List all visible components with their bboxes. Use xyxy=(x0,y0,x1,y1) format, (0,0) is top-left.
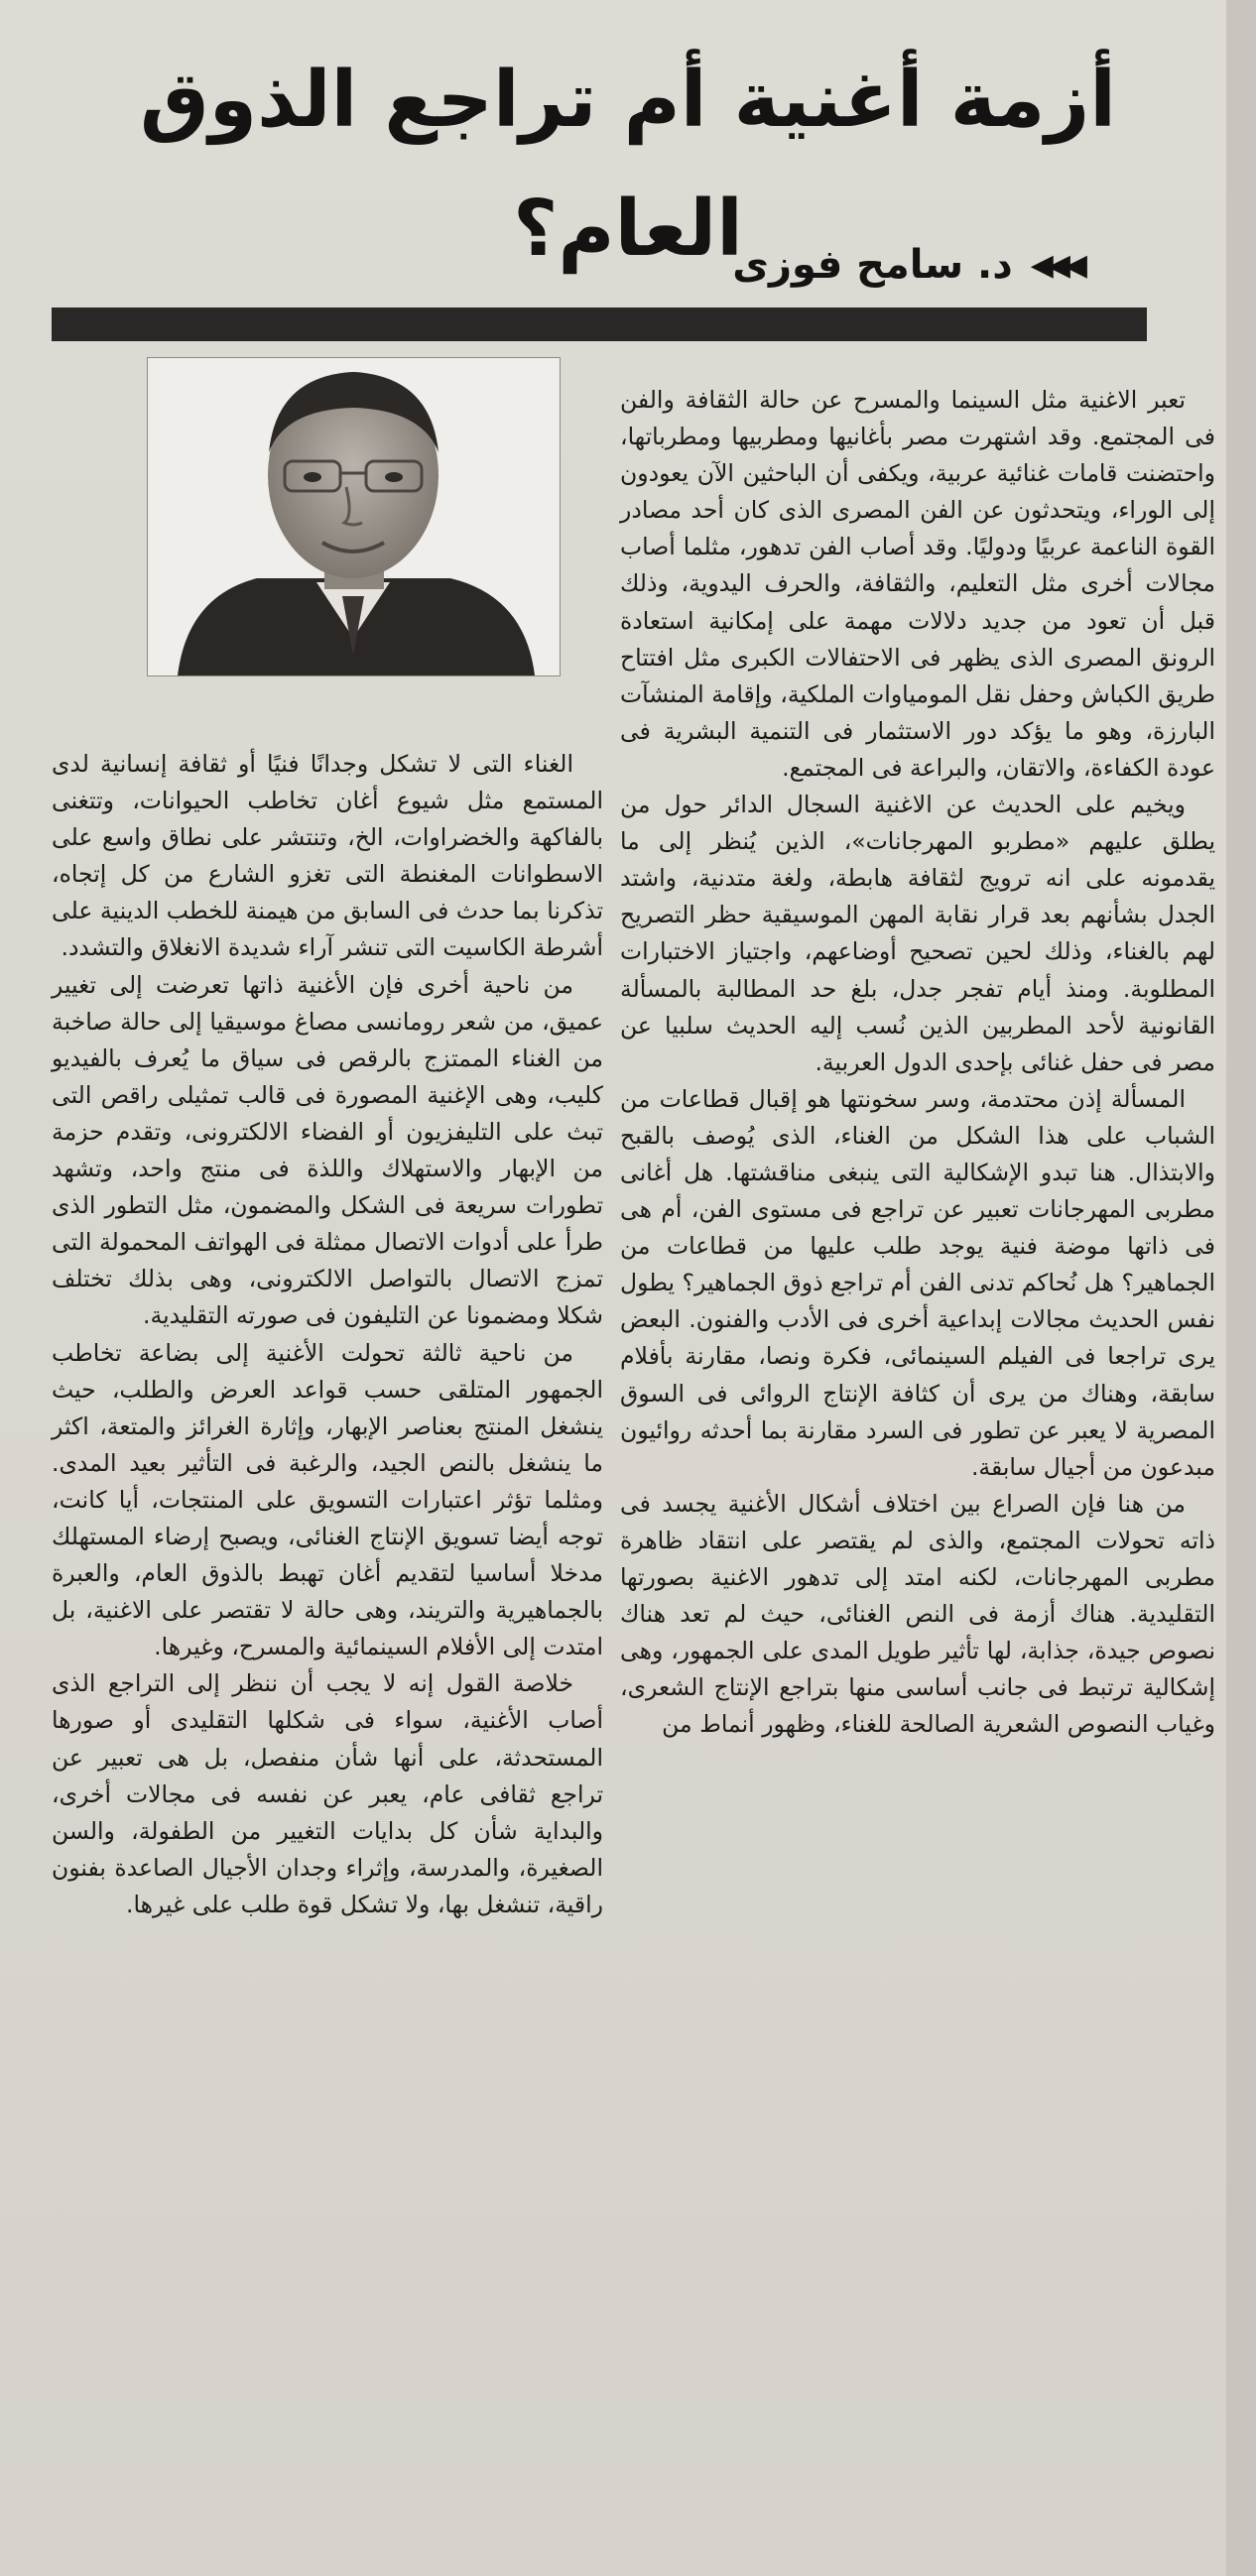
author-name: د. سامح فوزى xyxy=(732,242,1013,288)
paragraph: من هنا فإن الصراع بين اختلاف أشكال الأغنية يجسد فى ذاته تحولات المجتمع، والذى لم يقتصر على انتقاد ظاهرة مطربى المهرجانات، لكنه امتد إلى تدهور الاغنية بصورتها التقليدية. هناك أزمة فى النص الغنائى، حيث لم تعد هناك نصوص جيدة، جذابة، لها تأثير طويل المدى على الجمهور، وهى إشكالية ترتبط فى جانب أساسى منها بتراجع الإنتاج الشعرى، وغياب النصوص الشعرية الصالحة للغناء، وظهور أنماط من xyxy=(620,1489,1215,1739)
byline-rule xyxy=(52,307,1147,341)
paragraph: خلاصة القول إنه لا يجب أن ننظر إلى التراجع الذى أصاب الأغنية، سواء فى شكلها التقليدى أو صورها المستحدثة، على أنها شأن منفصل، بل هى تعبير عن تراجع ثقافى عام، يعبر عن نفسه فى مجالات أخرى، والبداية شأن كل بدايات التغيير من الطفولة، والسن الصغيرة، والمدرسة، وإثراء وجدان الأجيال الصاعدة بفنون راقية، تنشغل بها، ولا تشكل قوة طلب على غيرها. xyxy=(52,1669,603,1918)
paragraph: من ناحية أخرى فإن الأغنية ذاتها تعرضت إلى تغيير عميق، من شعر رومانسى مصاغ موسيقيا إلى حالة صاخبة من الغناء الممتزج بالرقص فى سياق ما يُعرف بالفيديو كليب، وهى الإغنية المصورة فى قالب تمثيلى راقص التى تبث على التليفزيون أو الفضاء الالكترونى، وتقدم حزمة من الإبهار والاستهلاك واللذة فى منتج واحد، وتشهد تطورات سريعة فى الشكل والمضمون، مثل التطور الذى طرأ على أدوات الاتصال ممثلة فى الهواتف المحمولة التى تمزج الاتصال بالتواصل الالكترونى، وهى بذلك تختلف شكلا ومضمونا عن التليفون فى صورته التقليدية. xyxy=(52,970,603,1330)
page-edge xyxy=(1226,0,1256,2576)
paragraph: تعبر الاغنية مثل السينما والمسرح عن حالة الثقافة والفن فى المجتمع. وقد اشتهرت مصر بأغانيها ومطربيها ومطرباتها، واحتضنت قامات غنائية عربية، ويكفى أن الباحثين الآن يعودون إلى الوراء، ويتحدثون عن الفن المصرى الذى كان أحد مصادر القوة الناعمة عربيًا ودوليًا. وقد أصاب الفن تدهور، مثلما أصاب مجالات أخرى مثل التعليم، والثقافة، والحرف اليدوية، وذلك قبل أن تعود من جديد دلالات مهمة على إمكانية استعادة الرونق المصرى الذى يظهر فى الاحتفالات الكبرى مثل افتتاح طريق الكباش وحفل نقل المومياوات الملكية، وإقامة المنشآت البارزة، وهو ما يؤكد دور الاستثمار فى التنمية البشرية فى عودة الكفاءة، والاتقان، والبراعة فى المجتمع. xyxy=(620,386,1215,782)
paragraph: المسألة إذن محتدمة، وسر سخونتها هو إقبال قطاعات من الشباب على هذا الشكل من الغناء، الذى يُوصف بالقبح والابتذال. هنا تبدو الإشكالية التى ينبغى مناقشتها. هل أغانى مطربى المهرجانات تعبير عن تراجع فى مستوى الفن، أم هى فى ذاتها موضة فنية يوجد طلب عليها من قطاعات من الجماهير؟ هل نُحاكم تدنى الفن أم تراجع ذوق الجماهير؟ يطول نفس الحديث مجالات إبداعية أخرى فى الأدب والفنون. البعض يرى تراجعا فى الفيلم السينمائى، فكرة ونصا، مقارنة بأفلام سابقة، وهناك من يرى أن كثافة الإنتاج الروائى فى السوق المصرية لا يعبر عن تطور فى السرد مقارنة بما أحدثه روائيون مبدعون من أجيال سابقة. xyxy=(620,1084,1215,1481)
byline xyxy=(60,230,1081,300)
article-headline: أزمة أغنية أم تراجع الذوق العام؟ xyxy=(139,56,1117,274)
paragraph: الغناء التى لا تشكل وجدانًا فنيًا أو ثقافة إنسانية لدى المستمع مثل شيوع أغان تخاطب الحيوانات، وتتغنى بالفاكهة والخضراوات، الخ، وتنتشر على نطاق واسع على الاسطوانات المغنطة التى تغزو الشارع من كل إتجاه، تذكرنا بما حدث فى السابق من هيمنة للخطب الدينية على أشرطة الكاسيت التى تنشر آراء شديدة الانغلاق والتشدد. xyxy=(52,750,603,962)
byline-arrows-icon: ◀◀◀ xyxy=(1030,247,1081,283)
article-column-left xyxy=(52,746,603,1923)
paragraph: من ناحية ثالثة تحولت الأغنية إلى بضاعة تخاطب الجمهور المتلقى حسب قواعد العرض والطلب، حيث ينشغل المنتج بعناصر الإبهار، وإثارة الغرائز والمتعة، اكثر ما ينشغل بالنص الجيد، والرغبة فى التأثير بعيد المدى. ومثلما تؤثر اعتبارات التسويق على المنتجات، أيا كانت، توجه أيضا تسويق الإنتاج الغنائى، ويصبح إرضاء المستهلك مدخلا أساسيا لتقديم أغان تهبط بالذوق العام، والعبرة بالجماهيرية والتريند، وهى حالة لا تقتصر على الاغنية، بل امتدت إلى الأفلام السينمائية والمسرح، وغيرها. xyxy=(52,1338,603,1661)
author-portrait-image xyxy=(148,358,560,675)
paragraph: ويخيم على الحديث عن الاغنية السجال الدائر حول من يطلق عليهم «مطربو المهرجانات»، الذين يُنظر إلى ما يقدمونه على انه ترويج لثقافة هابطة، ولغة متدنية، واشتد الجدل بشأنهم بعد قرار نقابة المهن الموسيقية حظر التصريح لهم بالغناء، وذلك لحين تصحيح أوضاعهم، واجتياز الاختبارات المطلوبة. ومنذ أيام تفجر جدل، بلغ حد المطالبة بالمسألة القانونية لأحد المطربين الذين نُسب إليه الحديث سلبيا عن مصر فى حفل غنائى بإحدى الدول العربية. xyxy=(620,791,1215,1076)
author-photo xyxy=(147,357,561,676)
article-column-right xyxy=(620,382,1215,1743)
